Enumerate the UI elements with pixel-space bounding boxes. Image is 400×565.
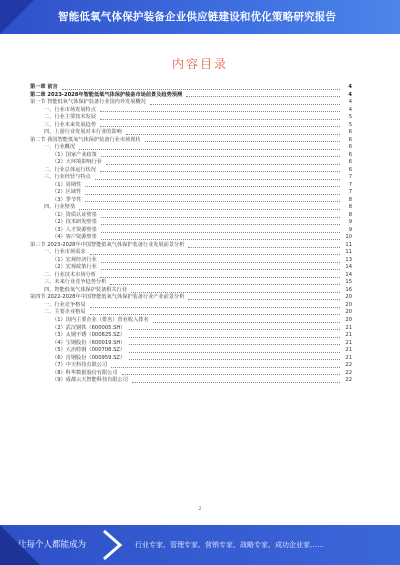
toc-entry[interactable]	[30, 234, 352, 242]
toc-entry-label: 一、行业市场发展特点	[44, 106, 96, 113]
toc-entry-label: 第一章 前言	[30, 84, 58, 90]
toc-leader-dots	[90, 313, 340, 315]
toc-entry[interactable]	[30, 159, 352, 167]
toc-entry[interactable]	[30, 249, 352, 257]
toc-entry-label: 四、上游行业发展对本行业的影响	[44, 129, 122, 136]
toc-entry-page: 4	[348, 106, 352, 113]
table-of-contents	[30, 84, 352, 385]
toc-entry-label: 第二节 我国智能低氧气体保护装备行业市场现状	[30, 136, 141, 143]
toc-leader-dots	[95, 178, 340, 180]
toc-entry-page: 6	[348, 151, 352, 158]
toc-entry[interactable]	[30, 107, 352, 115]
toc-entry-label: （1）宏观经济行业	[52, 256, 97, 263]
toc-entry-label: 第一节 智能低氧气体保护装备行业国内外发展概况	[30, 99, 146, 106]
toc-entry-label: 第二章 2023-2028年智能低氧气体保护装备市场前景及趋势预测	[30, 91, 183, 98]
toc-entry-page: 21	[345, 332, 352, 339]
toc-entry[interactable]	[30, 294, 352, 302]
toc-entry-label: （4）客户资源壁垒	[52, 234, 97, 241]
toc-leader-dots	[186, 95, 340, 97]
toc-leader-dots	[129, 358, 340, 360]
toc-entry-label: （3）太钢不锈（000825.SZ）	[52, 332, 126, 339]
toc-leader-dots	[101, 223, 340, 225]
toc-entry-label: （5）大冶特钢（000708.SZ）	[52, 347, 126, 354]
toc-entry-page: 22	[345, 362, 352, 369]
toc-entry[interactable]	[30, 332, 352, 340]
toc-entry-page: 7	[348, 189, 352, 196]
toc-entry-page: 8	[348, 211, 352, 218]
toc-entry-page: 21	[345, 347, 352, 354]
toc-entry-page: 6	[348, 136, 352, 143]
toc-leader-dots	[129, 343, 340, 345]
toc-entry-page: 13	[345, 256, 352, 263]
toc-entry-label: （1）国家产业政策	[52, 151, 97, 158]
toc-entry-page: 10	[345, 234, 352, 241]
toc-entry-page: 21	[345, 339, 352, 346]
toc-leader-dots	[85, 185, 340, 187]
toc-entry-page: 4	[348, 84, 352, 90]
toc-entry-label: （3）季节性	[52, 196, 82, 203]
toc-entry-label: 第四节 2022-2028年中国智能低氧气体保护装备行业产业前景分析	[30, 294, 185, 301]
toc-entry-label: （2）武汉钢铁（600005.SH）	[52, 324, 126, 331]
toc-entry-label: 三、未来行业竞争趋势分析	[44, 279, 107, 286]
toc-entry-label: （1）周期性	[52, 181, 82, 188]
toc-entry-label: （6）首钢股份（000959.SZ）	[52, 354, 126, 361]
toc-entry-page: 5	[348, 114, 352, 121]
toc-leader-dots	[90, 253, 340, 255]
toc-leader-dots	[62, 88, 340, 90]
toc-entry[interactable]	[30, 197, 352, 205]
toc-leader-dots	[111, 366, 340, 368]
header-bar	[0, 0, 400, 34]
toc-leader-dots	[129, 328, 340, 330]
toc-leader-dots	[85, 193, 340, 195]
header-title: 智能低氧气体保护装备企业供应链建设和优化策略研究报告	[58, 11, 337, 23]
toc-entry-label: （2）区域性	[52, 189, 82, 196]
toc-entry-label: 四、智能低氧气体保护装备相关行业	[44, 286, 128, 293]
toc-entry-label: 一、行业竞争格局	[44, 301, 86, 308]
toc-entry[interactable]	[30, 309, 352, 317]
toc-leader-dots	[90, 306, 340, 308]
toc-leader-dots	[145, 140, 340, 142]
toc-leader-dots	[101, 268, 340, 270]
toc-leader-dots	[129, 351, 340, 353]
toc-entry-page: 14	[345, 264, 352, 271]
toc-entry-label: 二、行业总体运行状况	[44, 166, 96, 173]
toc-leader-dots	[110, 283, 340, 285]
toc-leader-dots	[101, 238, 340, 240]
toc-leader-dots	[100, 170, 340, 172]
toc-entry-label: （1）资质认证壁垒	[52, 211, 97, 218]
toc-leader-dots	[79, 148, 340, 150]
footer-bar	[0, 525, 400, 565]
toc-leader-dots	[188, 298, 340, 300]
toc-entry-page: 6	[348, 166, 352, 173]
toc-entry[interactable]	[30, 325, 352, 333]
toc-entry-page: 15	[345, 279, 352, 286]
toc-entry-page: 7	[348, 174, 352, 181]
toc-entry-page: 9	[348, 226, 352, 233]
toc-entry[interactable]	[30, 219, 352, 227]
toc-entry-label: （9）成都云天智能科技有限公司	[52, 377, 128, 384]
toc-entry-page: 7	[348, 181, 352, 188]
toc-entry[interactable]	[30, 317, 352, 325]
toc-entry-page: 8	[348, 196, 352, 203]
toc-entry[interactable]	[30, 92, 352, 100]
toc-leader-dots	[122, 373, 340, 375]
toc-leader-dots	[132, 381, 340, 383]
toc-entry-page: 21	[345, 354, 352, 361]
toc-entry-label: 二、主要企业格局	[44, 309, 86, 316]
toc-leader-dots	[100, 110, 340, 112]
toc-entry[interactable]	[30, 377, 352, 385]
toc-entry[interactable]	[30, 355, 352, 363]
toc-entry-page: 21	[345, 324, 352, 331]
toc-entry[interactable]	[30, 174, 352, 182]
toc-leader-dots	[100, 125, 340, 127]
toc-entry-label: 三、行业未来发展趋势	[44, 121, 96, 128]
toc-entry[interactable]	[30, 114, 352, 122]
toc-entry-page: 14	[345, 271, 352, 278]
toc-leader-dots	[101, 155, 340, 157]
toc-entry[interactable]	[30, 137, 352, 145]
toc-entry-label: （2）技术研发壁垒	[52, 219, 97, 226]
toc-entry-page: 22	[345, 369, 352, 376]
toc-leader-dots	[79, 208, 340, 210]
toc-entry-page: 20	[345, 294, 352, 301]
toc-entry[interactable]	[30, 189, 352, 197]
toc-entry-page: 11	[345, 241, 352, 248]
toc-entry[interactable]	[30, 84, 352, 92]
toc-leader-dots	[106, 163, 340, 165]
toc-entry[interactable]	[30, 279, 352, 287]
toc-entry[interactable]	[30, 347, 352, 355]
toc-entry-page: 6	[348, 159, 352, 166]
toc-entry-page: 4	[348, 91, 352, 98]
toc-entry[interactable]	[30, 264, 352, 272]
toc-entry[interactable]	[30, 129, 352, 137]
toc-entry-page: 5	[348, 121, 352, 128]
toc-entry-label: （1）国内主要企业（排名）营业收入排名	[52, 316, 149, 323]
footer-arrow-icon	[100, 529, 126, 561]
toc-entry-page: 4	[348, 99, 352, 106]
toc-entry-label: 一、行业市场需求	[44, 249, 86, 256]
toc-entry[interactable]	[30, 144, 352, 152]
header-corner-decoration	[0, 0, 34, 34]
toc-entry-label: 一、行业概况	[44, 144, 76, 151]
toc-entry-label: （8）科华数据股份有限公司	[52, 369, 118, 376]
toc-leader-dots	[126, 133, 340, 135]
page-number: 2	[198, 506, 202, 512]
toc-entry-page: 9	[348, 219, 352, 226]
toc-leader-dots	[150, 103, 340, 105]
toc-entry-label: （4）宝钢股份（600019.SH）	[52, 339, 126, 346]
toc-entry[interactable]	[30, 99, 352, 107]
toc-leader-dots	[131, 291, 340, 293]
toc-entry-page: 6	[348, 129, 352, 136]
toc-entry-page: 16	[345, 286, 352, 293]
toc-entry[interactable]	[30, 122, 352, 130]
toc-entry-label: （7）中天科技有限公司	[52, 362, 108, 369]
toc-entry-page: 20	[345, 309, 352, 316]
toc-leader-dots	[85, 200, 340, 202]
toc-leader-dots	[101, 261, 340, 263]
toc-entry-label: 四、行业壁垒	[44, 204, 76, 211]
toc-entry[interactable]	[30, 362, 352, 370]
toc-title: 内容目录	[171, 57, 228, 71]
toc-leader-dots	[101, 231, 340, 233]
toc-entry-label: 三、行业经营与特点	[44, 174, 91, 181]
toc-entry-label: （2）大环境影响行业	[52, 159, 102, 166]
toc-entry-label: 第三节 2023-2028年中国智能低氧气体保护装备行业发展前景分析	[30, 241, 185, 248]
toc-entry[interactable]	[30, 370, 352, 378]
footer-corner-decoration	[0, 525, 40, 565]
toc-leader-dots	[188, 246, 340, 248]
toc-entry-page: 20	[345, 301, 352, 308]
footer-slogan-right: 行业专家、管理专家、营销专家、战略专家、成功企业家……	[135, 541, 324, 549]
toc-entry-page: 8	[348, 204, 352, 211]
toc-entry-page: 6	[348, 144, 352, 151]
toc-entry[interactable]	[30, 204, 352, 212]
toc-entry-page: 22	[345, 377, 352, 384]
toc-leader-dots	[100, 118, 340, 120]
toc-entry-label: （3）人才资源壁垒	[52, 226, 97, 233]
toc-leader-dots	[101, 216, 340, 218]
toc-entry[interactable]	[30, 340, 352, 348]
toc-entry-label: （2）宏观政策行业	[52, 264, 97, 271]
toc-entry-label: 二、行业技术市场分析	[44, 271, 96, 278]
footer-slogan-left: 让每个人都能成为	[18, 540, 87, 550]
toc-entry-page: 20	[345, 316, 352, 323]
toc-entry-label: 二、行业主要技术发展	[44, 114, 96, 121]
toc-leader-dots	[100, 276, 340, 278]
toc-leader-dots	[153, 321, 340, 323]
toc-leader-dots	[129, 336, 340, 338]
toc-entry-page: 11	[345, 249, 352, 256]
